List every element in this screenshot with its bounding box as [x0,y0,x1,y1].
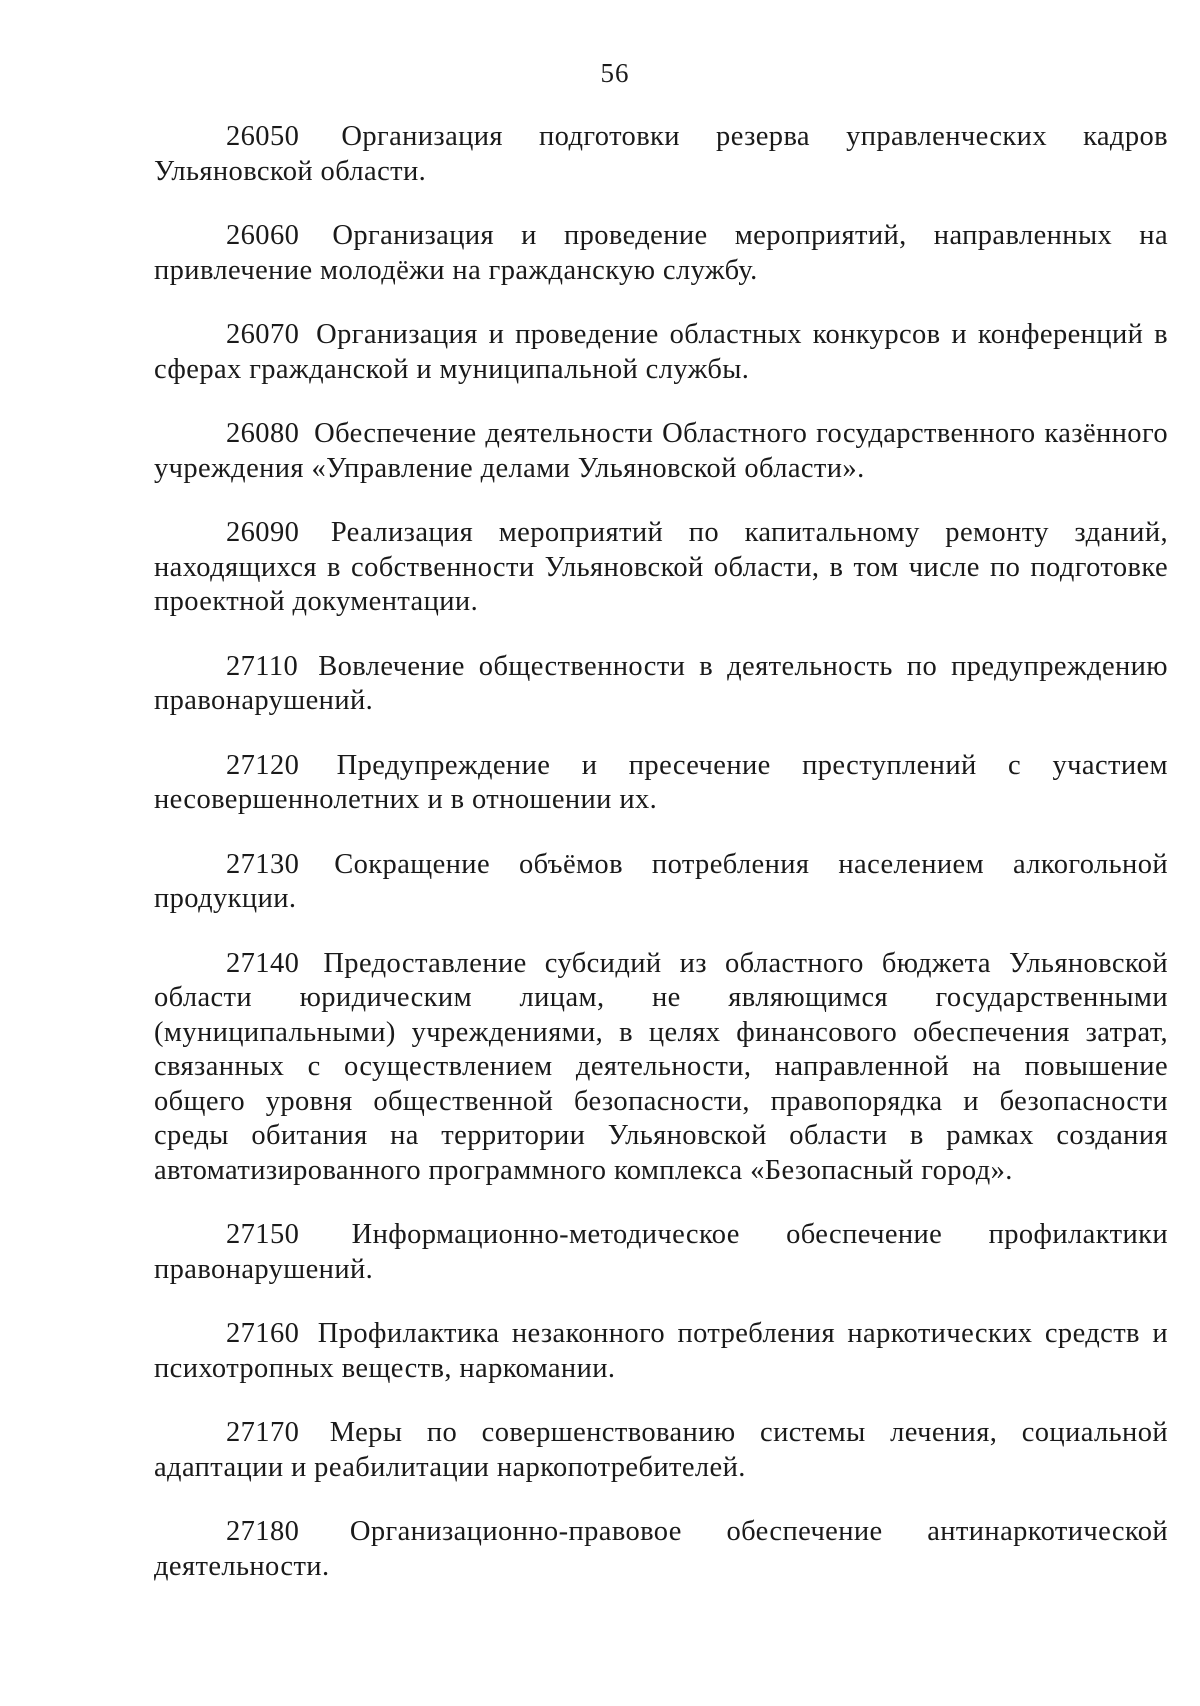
list-item [154,318,1168,387]
entry-text: Организация и проведение мероприятий, направленных на привлечение молодёжи на гражданскую службу. [154,220,1168,286]
entry-text: Меры по совершенствованию системы лечения, социальной адаптации и реабилитации наркопотребителей. [154,1417,1168,1483]
entry-code: 26080 [226,418,300,449]
list-item [154,120,1168,189]
entry-text: Сокращение объёмов потребления населением алкогольной продукции. [154,848,1168,914]
list-item [154,1515,1168,1584]
entry-code: 27180 [226,1516,300,1547]
list-item [154,1416,1168,1485]
entry-text: Профилактика незаконного потребления наркотических средств и психотропных веществ, наркомании. [154,1318,1168,1384]
entry-code: 27130 [226,848,300,880]
entry-code: 26060 [226,220,300,251]
entry-code: 27170 [226,1417,300,1448]
list-item [154,848,1168,917]
entry-text: Организация и проведение областных конкурсов и конференций в сферах гражданской и муниципальной службы. [154,319,1168,385]
list-item [154,650,1168,719]
entry-text: Вовлечение общественности в деятельность по предупреждению правонарушений. [154,650,1168,716]
list-item [154,947,1168,1189]
entries-list [154,120,1168,1614]
list-item [154,1218,1168,1287]
entry-text: Предупреждение и пресечение преступлений с участием несовершеннолетних и в отношении их. [154,749,1168,815]
entry-code: 27140 [226,947,300,979]
entry-text: Реализация мероприятий по капитальному ремонту зданий, находящихся в собственности Ульяновской области, в том числе по подготовке проектной документации. [154,517,1168,617]
entry-code: 27150 [226,1219,300,1250]
entry-code: 26090 [226,517,300,548]
entry-code: 26050 [226,121,300,152]
entry-code: 26070 [226,319,300,350]
entry-text: Обеспечение деятельности Областного государственного казённого учреждения «Управление делами Ульяновской области». [154,418,1168,484]
entry-text: Предоставление субсидий из областного бюджета Ульяновской области юридическим лицам, не являющимся государственными (муниципальными) учреждениями, в целях финансового обеспечения затрат, связанных с осуществлением деятельности, направленной на повышение общего уровня общественной безопасности, правопорядка и безопасности среды обитания на территории Ульяновской области в рамках создания автоматизированного программного комплекса «Безопасный город». [154,947,1168,1186]
list-item [154,749,1168,818]
entry-text: Информационно-методическое обеспечение профилактики правонарушений. [154,1219,1168,1285]
entry-code: 27160 [226,1318,300,1349]
entry-text: Организация подготовки резерва управленческих кадров Ульяновской области. [154,121,1168,187]
entry-code: 27120 [226,749,300,781]
list-item [154,417,1168,486]
page-number: 56 [600,58,630,88]
list-item [154,1317,1168,1386]
entry-code: 27110 [226,650,299,682]
entry-text: Организационно-правовое обеспечение антинаркотической деятельности. [154,1516,1168,1582]
list-item [154,219,1168,288]
list-item [154,516,1168,620]
